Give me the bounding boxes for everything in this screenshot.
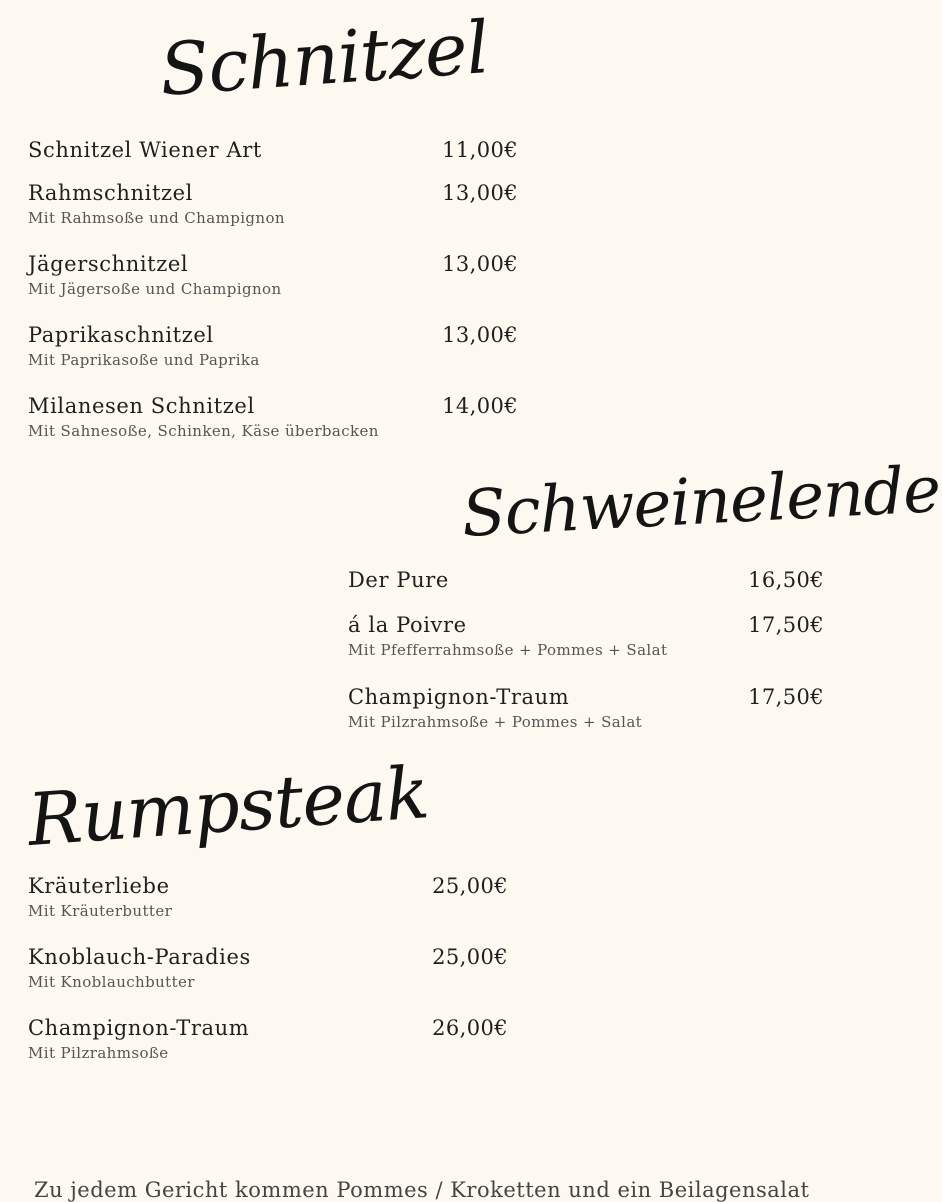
menu-item-description: Mit Knoblauchbutter <box>28 973 195 991</box>
menu-item-name: Paprikaschnitzel <box>28 323 214 347</box>
menu-item-description: Mit Kräuterbutter <box>28 902 173 920</box>
menu-item-description: Mit Rahmsoße und Champignon <box>28 209 285 227</box>
menu-item-description: Mit Pfefferrahmsoße + Pommes + Salat <box>348 641 668 659</box>
section-title-schnitzel: Schnitzel <box>157 5 492 112</box>
menu-list-schnitzel <box>28 138 518 465</box>
menu-item-name: Schnitzel Wiener Art <box>28 138 262 162</box>
menu-item-price: 17,50€ <box>748 613 824 637</box>
menu-item-description: Mit Jägersoße und Champignon <box>28 280 282 298</box>
menu-item-price: 25,00€ <box>432 945 508 969</box>
menu-list-rumpsteak <box>28 874 508 1087</box>
menu-item <box>28 138 518 181</box>
menu-item-price: 14,00€ <box>442 394 518 418</box>
menu-item <box>28 945 508 1016</box>
menu-item-price: 13,00€ <box>442 181 518 205</box>
menu-item <box>348 613 824 685</box>
section-title-schweinelende: Schweinelende <box>460 453 942 552</box>
menu-item-name: Jägerschnitzel <box>28 252 189 276</box>
menu-item-price: 13,00€ <box>442 252 518 276</box>
menu-item-price: 26,00€ <box>432 1016 508 1040</box>
menu-item <box>28 252 518 323</box>
menu-item <box>28 181 518 252</box>
section-title-rumpsteak: Rumpsteak <box>25 750 431 862</box>
menu-item-name: Der Pure <box>348 568 449 592</box>
menu-item-name: Champignon-Traum <box>348 685 570 709</box>
menu-item-price: 11,00€ <box>442 138 518 162</box>
menu-item-name: Champignon-Traum <box>28 1016 250 1040</box>
menu-item <box>348 685 824 757</box>
menu-item-price: 17,50€ <box>748 685 824 709</box>
menu-item <box>28 874 508 945</box>
menu-item-name: Knoblauch-Paradies <box>28 945 251 969</box>
footer-note: Zu jedem Gericht kommen Pommes / Kroketten und ein Beilagensalat <box>34 1178 810 1202</box>
menu-item-description: Mit Sahnesoße, Schinken, Käse überbacken <box>28 422 379 440</box>
menu-list-schweinelende <box>348 568 824 757</box>
menu-item-description: Mit Pilzrahmsoße <box>28 1044 169 1062</box>
menu-item-name: Rahmschnitzel <box>28 181 194 205</box>
menu-item-name: Kräuterliebe <box>28 874 170 898</box>
menu-item-description: Mit Paprikasoße und Paprika <box>28 351 260 369</box>
menu-item <box>348 568 824 613</box>
menu-item-price: 25,00€ <box>432 874 508 898</box>
menu-item <box>28 394 518 465</box>
menu-item-description: Mit Pilzrahmsoße + Pommes + Salat <box>348 713 643 731</box>
menu-item-name: Milanesen Schnitzel <box>28 394 255 418</box>
menu-item-price: 13,00€ <box>442 323 518 347</box>
menu-item-name: á la Poivre <box>348 613 467 637</box>
menu-item-price: 16,50€ <box>748 568 824 592</box>
menu-item <box>28 1016 508 1087</box>
menu-item <box>28 323 518 394</box>
